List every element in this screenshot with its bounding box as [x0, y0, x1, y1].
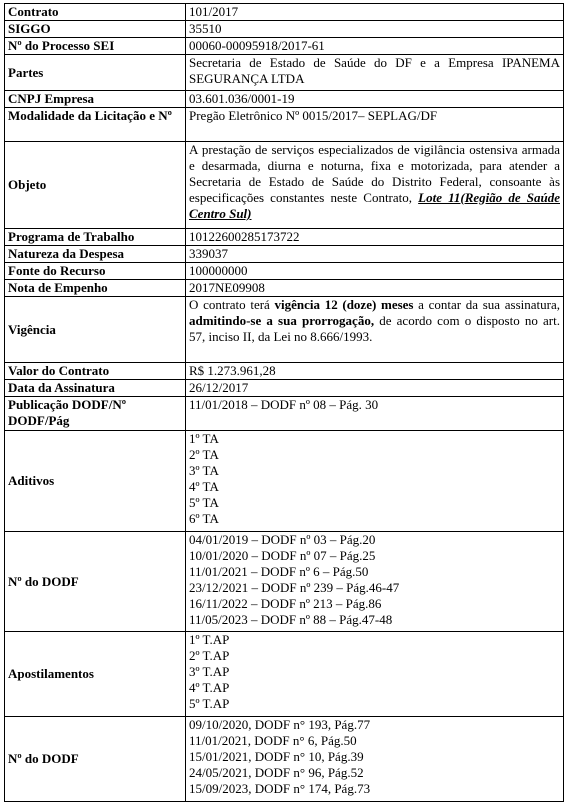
- dodf-item: 15/01/2021, DODF n° 10, Pág.39: [189, 749, 364, 764]
- vigencia-text-1: O contrato terá: [189, 297, 275, 312]
- value-processo: 00060-00095918/2017-61: [186, 38, 564, 55]
- label-programa: Programa de Trabalho: [5, 229, 186, 246]
- value-partes: Secretaria de Estado de Saúde do DF e a Empresa IPANEMA SEGURANÇA LTDA: [186, 55, 564, 91]
- label-dodf-aditivos: Nº do DODF: [5, 532, 186, 632]
- label-assinatura: Data da Assinatura: [5, 380, 186, 397]
- value-cnpj: 03.601.036/0001-19: [186, 91, 564, 108]
- value-valor: R$ 1.273.961,28: [186, 363, 564, 380]
- dodf-item: 11/01/2021 – DODF nº 6 – Pág.50: [189, 564, 369, 579]
- label-publicacao: Publicação DODF/Nº DODF/Pág: [5, 397, 186, 431]
- label-empenho: Nota de Empenho: [5, 280, 186, 297]
- row-modalidade: [5, 108, 564, 142]
- dodf-item: 11/05/2023 – DODF nº 88 – Pág.47-48: [189, 612, 393, 627]
- dodf-item: 11/01/2021, DODF n° 6, Pág.50: [189, 733, 357, 748]
- row-vigencia: [5, 297, 564, 363]
- label-contrato: Contrato: [5, 4, 186, 21]
- row-siggo: [5, 21, 564, 38]
- row-dodf-apostilamentos: [5, 717, 564, 802]
- value-apostilamentos: [186, 632, 564, 717]
- value-dodf-aditivos: [186, 532, 564, 632]
- value-vigencia: [186, 297, 564, 363]
- row-valor: [5, 363, 564, 380]
- objeto-text: A prestação de serviços especializados de vigilância ostensiva armada e desarmada, diurna e noturna, fixa e motorizada, para atender a Secretaria de Estado de Saúde do Distrito Federal, consoante às especificações constantes neste Contrato,: [189, 142, 560, 205]
- apostilamento-item: 4º T.AP: [189, 680, 230, 695]
- value-contrato: 101/2017: [186, 4, 564, 21]
- row-partes: [5, 55, 564, 91]
- aditivo-item: 6º TA: [189, 511, 219, 526]
- value-fonte: 100000000: [186, 263, 564, 280]
- dodf-item: 24/05/2021, DODF n° 96, Pág.52: [189, 765, 364, 780]
- label-objeto: Objeto: [5, 142, 186, 229]
- label-partes: Partes: [5, 55, 186, 91]
- row-cnpj: [5, 91, 564, 108]
- value-empenho: 2017NE09908: [186, 280, 564, 297]
- row-natureza: [5, 246, 564, 263]
- dodf-item: 10/01/2020 – DODF nº 07 – Pág.25: [189, 548, 376, 563]
- label-vigencia: Vigência: [5, 297, 186, 363]
- row-programa: [5, 229, 564, 246]
- label-apostilamentos: Apostilamentos: [5, 632, 186, 717]
- dodf-item: 15/09/2023, DODF n° 174, Pág.73: [189, 781, 371, 796]
- aditivo-item: 4º TA: [189, 479, 219, 494]
- value-siggo: 35510: [186, 21, 564, 38]
- label-aditivos: Aditivos: [5, 431, 186, 532]
- vigencia-text-3: de acordo com o disposto no art. 57, inciso II, da Lei no 8.666/1993.: [189, 313, 560, 344]
- value-programa: 10122600285173722: [186, 229, 564, 246]
- row-fonte: [5, 263, 564, 280]
- dodf-item: 16/11/2022 – DODF nº 213 – Pág.86: [189, 596, 382, 611]
- apostilamento-item: 1º T.AP: [189, 632, 230, 647]
- dodf-item: 23/12/2021 – DODF nº 239 – Pág.46-47: [189, 580, 400, 595]
- value-aditivos: [186, 431, 564, 532]
- row-objeto: [5, 142, 564, 229]
- objeto-lote: Lote 11(Região de Saúde Centro Sul): [189, 190, 560, 221]
- aditivo-item: 2º TA: [189, 447, 219, 462]
- label-cnpj: CNPJ Empresa: [5, 91, 186, 108]
- label-dodf-apostilamentos: Nº do DODF: [5, 717, 186, 802]
- label-valor: Valor do Contrato: [5, 363, 186, 380]
- value-modalidade: Pregão Eletrônico Nº 0015/2017– SEPLAG/DF: [186, 108, 564, 142]
- row-contrato: [5, 4, 564, 21]
- value-natureza: 339037: [186, 246, 564, 263]
- apostilamento-item: 2º T.AP: [189, 648, 230, 663]
- label-modalidade: Modalidade da Licitação e Nº: [5, 108, 186, 142]
- row-apostilamentos: [5, 632, 564, 717]
- row-empenho: [5, 280, 564, 297]
- apostilamento-item: 3º T.AP: [189, 664, 230, 679]
- dodf-item: 09/10/2020, DODF n° 193, Pág.77: [189, 717, 371, 732]
- row-publicacao: [5, 397, 564, 431]
- aditivo-item: 1º TA: [189, 431, 219, 446]
- row-dodf-aditivos: [5, 532, 564, 632]
- label-processo: Nº do Processo SEI: [5, 38, 186, 55]
- label-siggo: SIGGO: [5, 21, 186, 38]
- value-dodf-apostilamentos: [186, 717, 564, 802]
- row-assinatura: [5, 380, 564, 397]
- apostilamento-item: 5º T.AP: [189, 696, 230, 711]
- vigencia-bold-1: vigência 12 (doze) meses: [274, 297, 414, 312]
- dodf-item: 04/01/2019 – DODF nº 03 – Pág.20: [189, 532, 376, 547]
- vigencia-bold-2: admitindo-se a sua prorrogação,: [189, 313, 375, 328]
- value-assinatura: 26/12/2017: [186, 380, 564, 397]
- row-aditivos: [5, 431, 564, 532]
- label-natureza: Natureza da Despesa: [5, 246, 186, 263]
- aditivo-item: 3º TA: [189, 463, 219, 478]
- aditivo-item: 5º TA: [189, 495, 219, 510]
- value-publicacao: 11/01/2018 – DODF nº 08 – Pág. 30: [186, 397, 564, 431]
- vigencia-text-2: a contar da sua assinatura,: [413, 297, 560, 312]
- label-fonte: Fonte do Recurso: [5, 263, 186, 280]
- value-objeto: [186, 142, 564, 229]
- row-processo: [5, 38, 564, 55]
- contract-info-table: [4, 3, 564, 802]
